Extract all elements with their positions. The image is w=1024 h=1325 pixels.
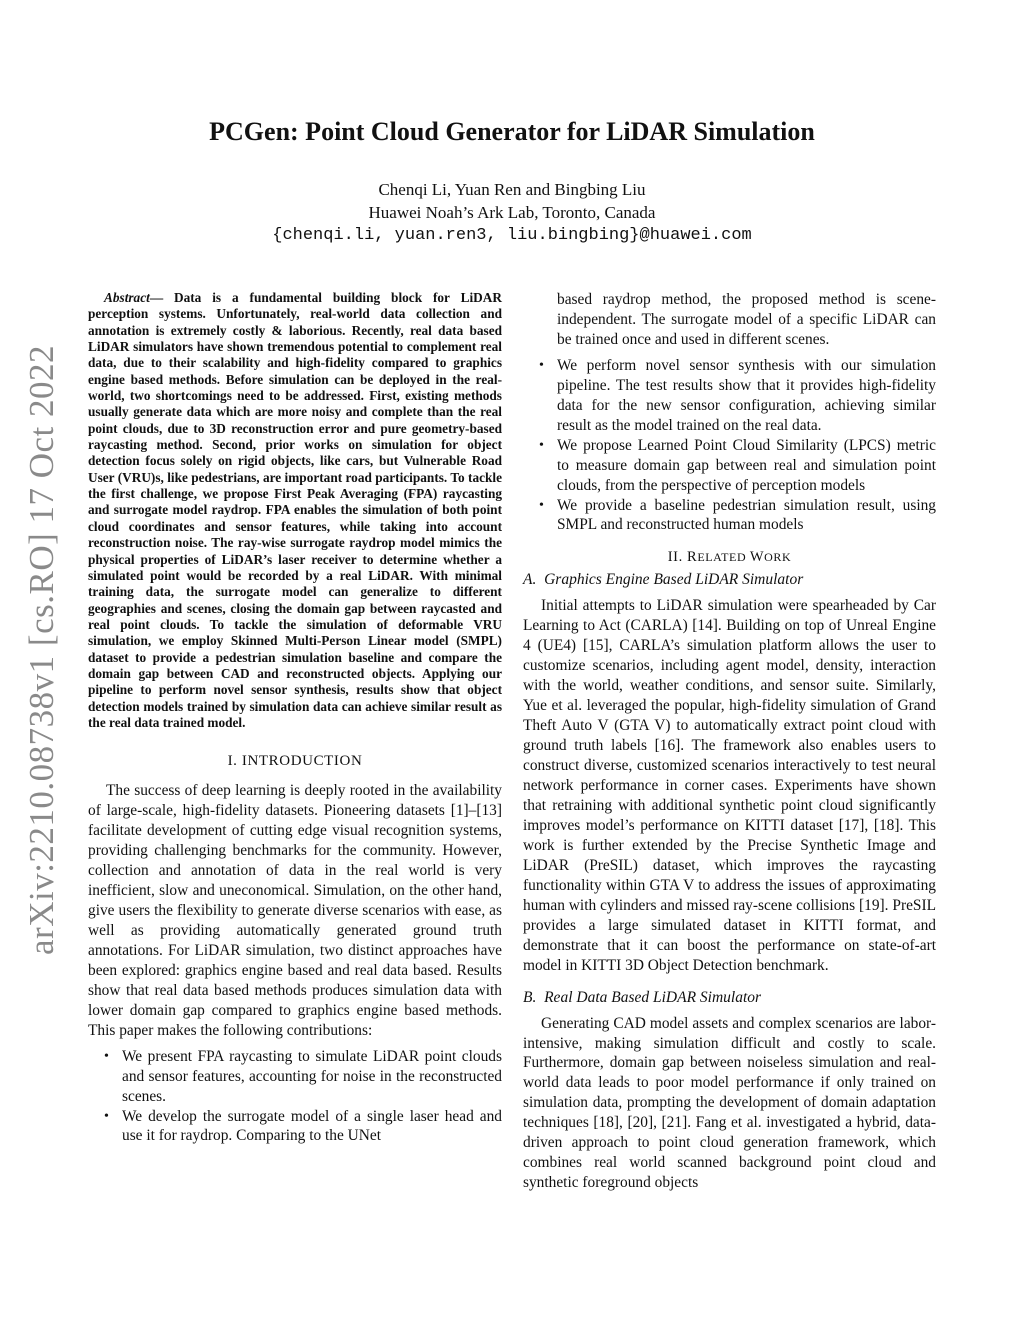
subsection-heading-b: B. Real Data Based LiDAR Simulator bbox=[523, 988, 762, 1006]
introduction-number: I. bbox=[227, 753, 242, 770]
abstract-label: Abstract bbox=[104, 290, 150, 305]
right-column bbox=[523, 290, 936, 1193]
introduction-heading: INTRODUCTION bbox=[241, 753, 363, 770]
list-item bbox=[523, 436, 936, 496]
bullet-icon: • bbox=[539, 357, 544, 373]
related-work-heading-r: R bbox=[687, 549, 698, 566]
list-item bbox=[523, 356, 936, 436]
subsection-b-paragraph: Generating CAD model assets and complex scenarios are labor-intensive, making simulation difficult and costly to scale. Furthermore, domain gap between noiseless simulation and real-world data leads to poor model performance if only trained on simulation data, prompting the development of domain adaptation techniques [18], [20], [21]. Fang et al. investigated a hybrid, data-driven approach to point cloud generation framework, which combines real world scanned background point cloud and synthetic foreground objects bbox=[523, 1014, 936, 1192]
abstract bbox=[88, 290, 502, 731]
related-work-heading-w: W bbox=[749, 549, 765, 566]
contributions-list-continued bbox=[523, 356, 936, 536]
list-item-text: We develop the surrogate model of a single laser head and use it for raydrop. Comparing to the UNet bbox=[122, 1107, 502, 1145]
section-heading-introduction bbox=[88, 753, 502, 770]
list-item bbox=[88, 1107, 502, 1147]
author-names: Chenqi Li, Yuan Ren and Bingbing Liu bbox=[378, 180, 646, 199]
bullet-icon: • bbox=[104, 1048, 109, 1064]
list-item-text: We provide a baseline pedestrian simulation result, using SMPL and reconstructed human models bbox=[557, 496, 936, 534]
bullet-icon: • bbox=[104, 1108, 109, 1124]
related-work-heading-ork: ORK bbox=[764, 550, 792, 565]
abstract-text: — Data is a fundamental building block for LiDAR perception systems. Unfortunately, real-world data collection and annotation is extremely costly & laborious. Recently, real data based LiDAR simulators have shown tremendous potential to complement real data, due to their scalability and high-fidelity compared to graphics engine based methods. Before simulation can be deployed in the real-world, two shortcomings need to be addressed. First, existing methods usually generate data which are more noisy and complete than the real point clouds, due to 3D reconstruction error and pure geometry-based raycasting method. Second, prior works on simulation for object detection focus solely on rigid objects, like cars, but Vulnerable Road User (VRU)s, like pedestrians, are important road participants. To tackle the first challenge, we propose First Peak Averaging (FPA) raycasting and surrogate model raydrop. FPA enables the simulation of both point cloud coordinates and sensor features, while taking into account reconstruction noise. The ray-wise surrogate raydrop model mimics the physical properties of LiDAR’s laser receiver to determine whether a simulated point would be recorded by a real LiDAR. With minimal training data, the surrogate model can generalize to different geographies and scenes, closing the domain gap between raycasted and real point clouds. To tackle the simulation of deformable VRU simulation, we employ Skinned Multi-Person Linear model (SMPL) dataset to provide a pedestrian simulation baseline and compare the domain gap between CAD and reconstructed objects. Applying our pipeline to perform novel sensor synthesis, results show that object detection models trained by simulation data can achieve similar result as the real data trained model. bbox=[88, 290, 502, 730]
list-item bbox=[523, 496, 936, 536]
author-block bbox=[0, 178, 1024, 247]
arxiv-identifier-stamp: arXiv:2210.08738v1 [cs.RO] 17 Oct 2022 bbox=[22, 344, 61, 956]
list-item bbox=[88, 1047, 502, 1107]
contributions-list bbox=[88, 1047, 502, 1147]
bullet-continuation: based raydrop method, the proposed method is scene-independent. The surrogate model of a specific LiDAR can be trained once and used in different scenes. bbox=[557, 291, 936, 348]
related-work-heading-elated: ELATED bbox=[697, 550, 750, 565]
subsection-heading-a: A. Graphics Engine Based LiDAR Simulator bbox=[523, 571, 804, 589]
subsection-a-paragraph: Initial attempts to LiDAR simulation were spearheaded by Car Learning to Act (CARLA) [14]. Building on top of Unreal Engine 4 (UE4) [15], CARLA’s simulation platform allows the user to customize scenarios, including agent model, density, interaction with the world, weather conditions, and sensor suite. Similarly, Yue et al. leveraged the popular, high-fidelity simulation of Grand Theft Auto V (GTA V) to automatically extract point cloud with ground truth labels [16]. The framework also enables users to construct diverse, customized scenarios interactively to test neural network performance in corner cases. Experiments have shown that retraining with additional synthetic point cloud significantly improves model’s performance on KITTI dataset [17], [18]. This work is further extended by the Precise Synthetic Image and LiDAR (PreSIL) dataset, which improves the raycasting functionality within GTA V to address the issues of approximating human with cylinders and missed ray-scene collisions [19]. PreSIL provides a large simulated dataset in KITTI format, and demonstrate that it can boost the performance on state-of-art model in KITTI 3D Object Detection benchmark. bbox=[523, 597, 936, 974]
related-work-number: II. bbox=[667, 549, 688, 566]
introduction-paragraph: The success of deep learning is deeply rooted in the availability of large-scale, high-fidelity datasets. Pioneering datasets [1]–[13] facilitate development of cutting edge visual recognition systems, providing challenging benchmarks for the community. However, collection and annotation of data in the real world is very inefficient, slow and uneconomical. Simulation, on the other hand, give users the flexibility to generate diverse scenarios with ease, as well as providing automatically generated ground truth annotations. For LiDAR simulation, two distinct approaches have been explored: graphics engine based and real data based. Results show that real data based methods produces simulation data with lower domain gap compared to graphics engine based methods. This paper makes the following contributions: bbox=[88, 782, 502, 1039]
left-column bbox=[88, 290, 502, 1146]
list-item-text: We present FPA raycasting to simulate LiDAR point clouds and sensor features, accounting for noise in the reconstructed scenes. bbox=[122, 1047, 502, 1105]
list-item-text: We propose Learned Point Cloud Similarity (LPCS) metric to measure domain gap between real and simulation point clouds, from the perspective of perception models bbox=[557, 436, 936, 494]
bullet-icon: • bbox=[539, 497, 544, 513]
bullet-icon: • bbox=[539, 437, 544, 453]
paper-title: PCGen: Point Cloud Generator for LiDAR Simulation bbox=[209, 117, 815, 146]
author-affiliation: Huawei Noah’s Ark Lab, Toronto, Canada bbox=[368, 203, 656, 222]
list-item-text: We perform novel sensor synthesis with our simulation pipeline. The test results show that it provides high-fidelity data for the new sensor configuration, achieving similar result as the model trained on the real data. bbox=[557, 356, 936, 434]
author-email: {chenqi.li, yuan.ren3, liu.bingbing}@huawei.com bbox=[272, 226, 752, 245]
section-heading-related-work bbox=[523, 549, 936, 566]
